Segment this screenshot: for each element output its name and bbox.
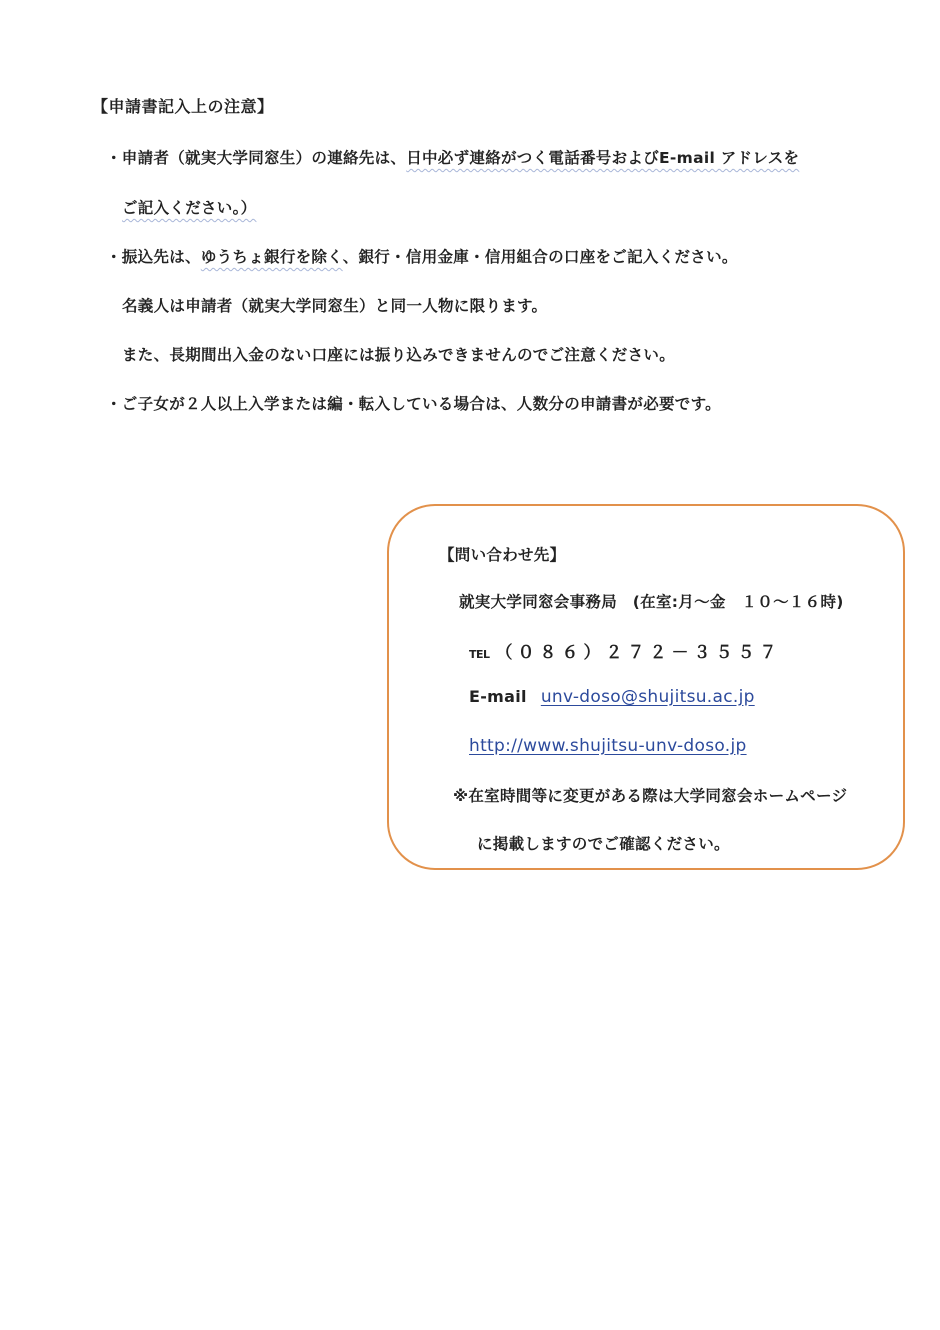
note-item-2-line-2: 名義人は申請者（就実大学同窓生）と同一人物に限ります。 [122, 297, 548, 315]
email-link[interactable]: unv-doso@shujitsu.ac.jp [540, 687, 755, 707]
contact-url-row [469, 736, 747, 756]
contact-tel-row [469, 638, 782, 663]
note-item-3-line-1: ・ご子女が２人以上入学または編・転入している場合は、人数分の申請書が必要です。 [106, 395, 721, 413]
note-item-2-emphasis: ゆうちょ銀行を除く [200, 248, 343, 266]
note-item-2-line-3: また、長期間出入金のない口座には振り込みできませんのでご注意ください。 [122, 346, 676, 364]
note-item-2-prefix: ・振込先は、 [106, 248, 201, 266]
contact-office: 就実大学同窓会事務局 (在室:月～金 １０～１６時) [459, 593, 844, 611]
note-item-1-emphasis: 日中必ず連絡がつく電話番号およびE-mail アドレスを [406, 149, 800, 167]
notes-heading: 【申請書記入上の注意】 [92, 97, 274, 116]
note-item-1-line-1 [106, 146, 799, 168]
contact-notice-line-2: に掲載しますのでご確認ください。 [477, 835, 730, 853]
note-item-1-prefix: ・申請者（就実大学同窓生）の連絡先は、 [106, 149, 407, 167]
note-item-2-suffix: 、銀行・信用金庫・信用組合の口座をご記入ください。 [342, 248, 738, 266]
contact-heading: 【問い合わせ先】 [439, 546, 566, 564]
website-link[interactable]: http://www.shujitsu-unv-doso.jp [469, 736, 747, 756]
contact-notice-line-1: ※在室時間等に変更がある際は大学同窓会ホームページ [453, 787, 848, 805]
contact-email-row [469, 687, 755, 707]
note-item-1-continuation: ご記入ください。） [122, 199, 257, 217]
tel-number: （０８６）２７２－３５５７ [495, 643, 782, 663]
note-item-2-line-1 [106, 245, 738, 267]
tel-label: TEL [469, 648, 490, 661]
contact-box [387, 504, 905, 870]
note-item-1-line-2 [122, 196, 256, 218]
email-label: E-mail [469, 687, 527, 706]
